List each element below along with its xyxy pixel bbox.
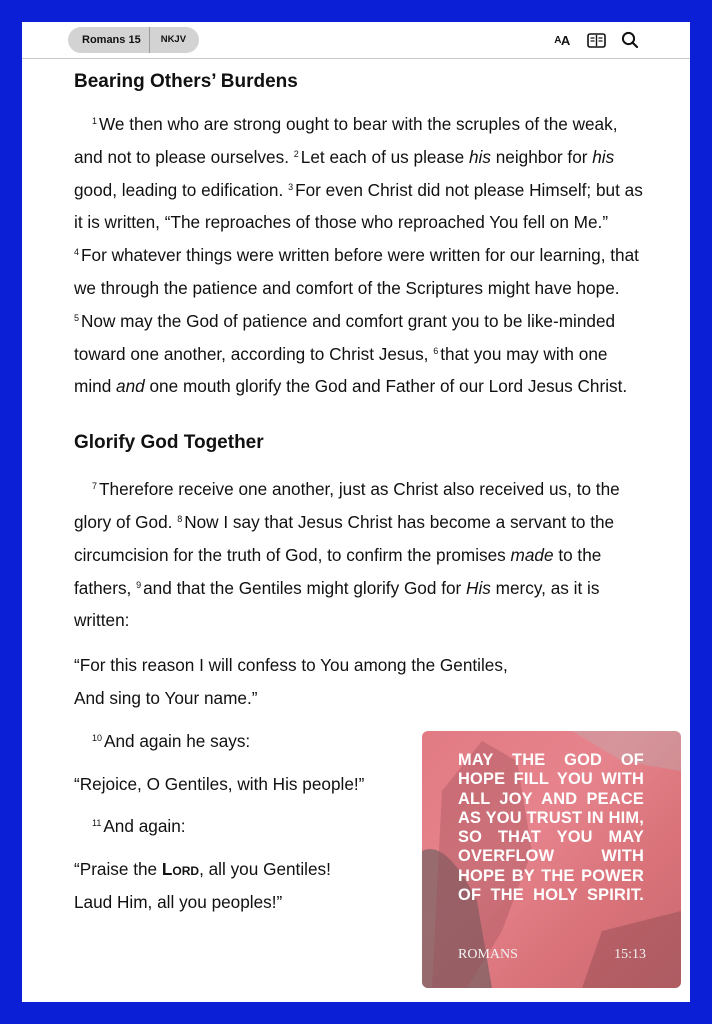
poetry-quote[interactable]: “Rejoice, O Gentiles, with His people!” [74, 773, 365, 794]
verse-image-reference: ROMANS 15:13 [458, 947, 646, 962]
verse-2-text[interactable]: good, leading to edification. [74, 179, 284, 200]
verse-8-italic[interactable]: made [510, 544, 554, 565]
verse-8-text[interactable]: Now I say that Jesus Christ has become a servant to the circumcision for the truth of God, to confirm the promises [74, 511, 615, 565]
reader-page [22, 22, 690, 1002]
verse-2-text[interactable]: Let each of us please [300, 146, 469, 167]
poetry-quote[interactable]: “For this reason I will confess to You among the Gentiles, And sing to Your name.” [74, 655, 508, 708]
section-heading-glorify-god: Glorify God Together [74, 432, 264, 454]
verse-6-text[interactable]: that you may with one mind [74, 343, 608, 397]
search-icon[interactable] [620, 31, 640, 49]
verse-number[interactable]: 9 [136, 579, 142, 590]
passage-selector[interactable] [68, 27, 199, 53]
verse-6-italic[interactable]: and [116, 376, 145, 397]
verse-number[interactable]: 7 [92, 481, 98, 492]
section-heading-bearing-burdens: Bearing Others’ Burdens [74, 71, 298, 92]
verse-number[interactable]: 5 [74, 312, 80, 323]
verse-3-text[interactable]: For even Christ did not please Himself; but as it is written, “The reproaches of those who reproached You fell on Me.” [74, 179, 643, 233]
verse-4-text[interactable]: For whatever things were written before were written for our learning, that we through the patience and comfort of the Scriptures might have hope. [74, 245, 639, 298]
verse-9-italic[interactable]: His [466, 577, 491, 598]
version-selector[interactable]: NKJV [160, 34, 187, 45]
verse-6-text[interactable]: one mouth glorify the God and Father of our Lord Jesus Christ. [144, 376, 628, 397]
verse-number[interactable]: 11 [92, 818, 102, 829]
verse-number[interactable]: 8 [177, 513, 183, 524]
chapter-reference[interactable]: Romans 15 [68, 27, 150, 53]
book-icon[interactable] [586, 31, 606, 49]
verse-11-text[interactable]: And again: [103, 816, 186, 837]
verse-number[interactable]: 10 [92, 732, 103, 743]
text-size-icon[interactable]: A A [554, 32, 570, 48]
divine-name: Lord [161, 859, 200, 880]
poetry-quote[interactable]: “Praise the Lord, all you Gentiles! Laud Him, all you peoples!” [74, 859, 331, 912]
verse-image-text: MAY THE GOD OF HOPE FILL YOU WITH ALL JOY AND PEACE AS YOU TRUST IN HIM, SO THAT YOU MAY OVERFLOW WITH HOPE BY THE POWER OF THE HOLY SPIRIT. [458, 751, 644, 905]
verse-7-text[interactable]: Therefore receive one another, just as Christ also received us, to the glory of God. [74, 479, 620, 532]
paragraph-verses-1-6 [74, 108, 644, 403]
verse-number[interactable]: 6 [433, 345, 439, 356]
verse-2-italic[interactable]: his [592, 146, 615, 167]
verse-10-text[interactable]: And again he says: [104, 730, 251, 751]
paragraph-verses-7-9 [74, 473, 644, 637]
reader-toolbar [22, 22, 690, 59]
verse-8-text[interactable]: to the fathers, [74, 544, 602, 598]
verse-image-card[interactable] [422, 731, 681, 988]
verse-2-italic[interactable]: his [468, 146, 491, 167]
verse-number[interactable]: 3 [288, 181, 294, 192]
verse-1-text[interactable]: We then who are strong ought to bear with the scruples of the weak, and not to please ourselves. [74, 114, 618, 167]
verse-2-text[interactable]: neighbor for [490, 146, 593, 167]
verse-5-text[interactable]: Now may the God of patience and comfort grant you to be like-minded toward one another, according to Christ Jesus, [74, 310, 616, 364]
verse-9-text[interactable]: mercy, as it is written: [74, 577, 600, 631]
verse-number[interactable]: 2 [293, 148, 299, 159]
verse-number[interactable]: 4 [74, 247, 80, 258]
verse-number[interactable]: 1 [92, 116, 98, 126]
verse-9-text[interactable]: and that the Gentiles might glorify God for [143, 577, 467, 598]
